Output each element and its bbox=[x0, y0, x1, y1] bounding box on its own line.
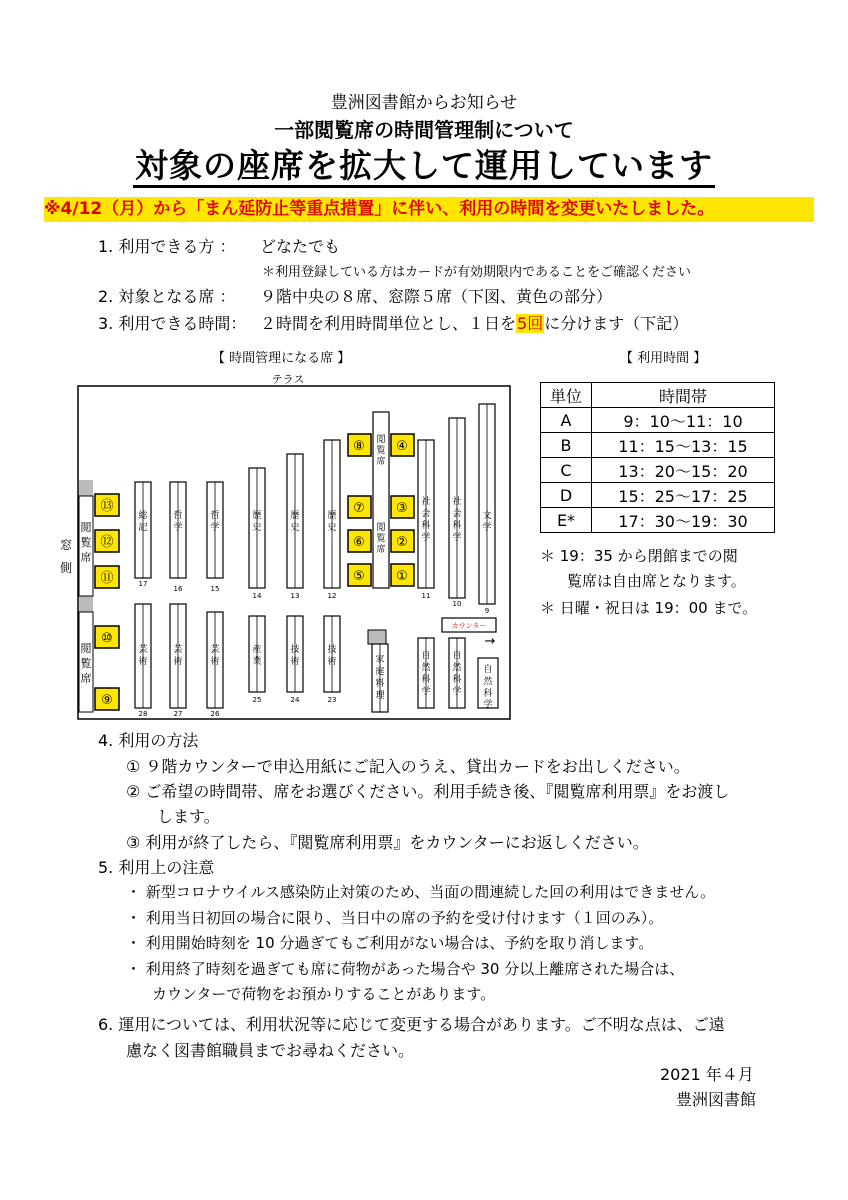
shelf-12-label-2: 史 bbox=[327, 523, 337, 533]
timetable-unit: B bbox=[541, 433, 592, 458]
caution-4b: カウンターで荷物をお預かりすることがあります。 bbox=[152, 985, 496, 1003]
shelf-10-label-1: 社 bbox=[452, 497, 462, 507]
shelf-26-label-1: 芸 bbox=[210, 645, 220, 655]
central-reading-label-4: 閲 bbox=[376, 523, 386, 533]
item-3-label: 3. 利用できる時間： bbox=[98, 314, 247, 333]
shelf-home-label-3: 料 bbox=[375, 679, 385, 689]
title-line-2 bbox=[0, 140, 848, 187]
shelf-home-label-1: 家 bbox=[375, 655, 385, 665]
shelf-26-num: 26 bbox=[210, 710, 220, 718]
timetable-unit: D bbox=[541, 483, 592, 508]
change-banner: ※4/12（月）から「まん延防止等重点措置」に伴い、利用の時間を変更いたしました。 bbox=[44, 197, 814, 222]
item-1-label: 1. 利用できる方 ： bbox=[98, 237, 236, 256]
timetable-header-unit: 単位 bbox=[541, 383, 592, 408]
seat-8-label: ⑧ bbox=[353, 439, 365, 454]
shelf-10-label-3: 科 bbox=[452, 521, 462, 531]
timetable-note-1b: 覧席は自由席となります。 bbox=[567, 572, 746, 590]
shelf-24-label-1: 技 bbox=[290, 645, 300, 655]
timetable-row bbox=[541, 408, 775, 433]
item-3-value bbox=[260, 311, 688, 334]
shelf-23-label-2: 術 bbox=[327, 657, 337, 667]
timetable-time: 9：10〜11：10 bbox=[592, 408, 775, 433]
seat-5-label: ⑤ bbox=[353, 569, 365, 584]
shelf-15-label-1: 哲 bbox=[210, 511, 220, 521]
timetable-time: 13：20〜15：20 bbox=[592, 458, 775, 483]
shelf-ns2-label-4: 学 bbox=[452, 687, 462, 697]
item-3-post: に分けます（下記） bbox=[544, 314, 689, 333]
seat-1-label: ① bbox=[396, 569, 408, 584]
shelf-10-label-4: 学 bbox=[452, 533, 462, 543]
central-reading-label-2: 覧 bbox=[376, 446, 386, 456]
footer-date: 2021 年４月 bbox=[660, 1065, 754, 1084]
shelf-ns2-label-1: 自 bbox=[452, 651, 462, 661]
method-step-2a: ② ご希望の時間帯、席をお選びください。利用手続き後、『閲覧席利用票』をお渡し bbox=[126, 782, 730, 801]
timetable-header-row bbox=[541, 383, 775, 408]
timetable-time: 17：30〜19：30 bbox=[592, 508, 775, 533]
shelf-ns1-label-4: 学 bbox=[421, 687, 431, 697]
window-pillar bbox=[79, 480, 93, 496]
method-step-1: ① ９階カウンターで申込用紙にご記入のうえ、貸出カードをお出しください。 bbox=[126, 757, 690, 776]
caution-3: ・ 利用開始時刻を 10 分過ぎてもご利用がない場合は、予約を取り消します。 bbox=[126, 934, 654, 952]
timetable-header-time: 時間帯 bbox=[592, 383, 775, 408]
item-2-label: 2. 対象となる席 ： bbox=[98, 287, 236, 306]
shelf-ns1-label-1: 自 bbox=[421, 651, 431, 661]
shelf-24-label-2: 術 bbox=[290, 657, 300, 667]
timetable-time: 11：15〜13：15 bbox=[592, 433, 775, 458]
cautions-heading: 5. 利用上の注意 bbox=[98, 858, 215, 877]
seat-7-label: ⑦ bbox=[353, 501, 365, 516]
footer-org: 豊洲図書館 bbox=[676, 1090, 757, 1109]
item-2-value: ９階中央の８席、窓際５席（下図、黄色の部分） bbox=[260, 287, 613, 306]
reading-label-b2: 覧 bbox=[80, 657, 92, 670]
seat-6-label: ⑥ bbox=[353, 535, 365, 550]
shelf-27-label-2: 術 bbox=[173, 657, 183, 667]
shelf-9-num: 9 bbox=[484, 607, 490, 615]
timetable-note-1a: ＊ 19：35 から閉館までの閲 bbox=[540, 547, 738, 565]
shelf-16-num: 16 bbox=[173, 585, 183, 593]
floor-map bbox=[50, 368, 520, 724]
item-3-pre: ２時間を利用時間単位とし、１日を bbox=[260, 314, 517, 333]
shelf-ns3-label-2: 然 bbox=[483, 677, 493, 687]
shelf-12-label-1: 歴 bbox=[327, 511, 337, 521]
central-reading-label-5: 覧 bbox=[376, 534, 386, 544]
shelf-16-label-1: 哲 bbox=[173, 511, 183, 521]
shelf-24-num: 24 bbox=[290, 696, 300, 704]
shelf-27-num: 27 bbox=[173, 710, 183, 718]
reading-label-a2: 覧 bbox=[80, 536, 92, 549]
timetable-unit: E* bbox=[541, 508, 592, 533]
item-3-highlight: 5回 bbox=[517, 314, 544, 333]
seat-2-label: ② bbox=[396, 535, 408, 550]
timetable-unit: C bbox=[541, 458, 592, 483]
shelf-14-label-1: 歴 bbox=[252, 511, 262, 521]
shelf-10-num: 10 bbox=[452, 600, 462, 608]
pillar bbox=[368, 630, 386, 644]
shelf-17-label-2: 記 bbox=[138, 523, 148, 533]
shelf-16-label-2: 学 bbox=[173, 523, 183, 533]
shelf-9-label-2: 学 bbox=[482, 523, 492, 533]
shelf-10-label-2: 会 bbox=[452, 509, 462, 519]
shelf-ns2-label-3: 科 bbox=[452, 675, 462, 685]
window-side-label-1: 窓 bbox=[59, 538, 73, 552]
shelf-27-label-1: 芸 bbox=[173, 645, 183, 655]
caution-2: ・ 利用当日初回の場合に限り、当日中の席の予約を受け付けます（１回のみ）。 bbox=[126, 909, 664, 927]
shelf-23-label-1: 技 bbox=[327, 645, 337, 655]
shelf-26-label-2: 術 bbox=[210, 657, 220, 667]
shelf-28-label-1: 芸 bbox=[138, 645, 148, 655]
caution-4a: ・ 利用終了時刻を過ぎても席に荷物があった場合や 30 分以上離席された場合は、 bbox=[126, 960, 685, 978]
shelf-28-label-2: 術 bbox=[138, 657, 148, 667]
shelf-15-label-2: 学 bbox=[210, 523, 220, 533]
caution-1: ・ 新型コロナウイルス感染防止対策のため、当面の間連続した回の利用はできません。 bbox=[126, 883, 716, 901]
shelf-9-label-1: 文 bbox=[482, 511, 492, 521]
central-reading-label-6: 席 bbox=[376, 545, 386, 555]
shelf-13-label-1: 歴 bbox=[290, 511, 300, 521]
timetable-row bbox=[541, 483, 775, 508]
shelf-14-num: 14 bbox=[252, 592, 262, 600]
central-reading-label-1: 閲 bbox=[376, 435, 386, 445]
arrow-icon: → bbox=[484, 634, 496, 649]
shelf-28-num: 28 bbox=[138, 710, 148, 718]
shelf-14-label-2: 史 bbox=[252, 523, 262, 533]
shelf-ns3-label-4: 学 bbox=[483, 700, 493, 710]
shelf-17-num: 17 bbox=[138, 580, 148, 588]
reading-label-b3: 席 bbox=[80, 672, 92, 685]
timetable-row bbox=[541, 458, 775, 483]
method-step-2b: します。 bbox=[157, 807, 220, 826]
shelf-13-num: 13 bbox=[290, 592, 300, 600]
seat-4-label: ④ bbox=[396, 439, 408, 454]
shelf-12-num: 12 bbox=[327, 592, 337, 600]
item-1-note: ＊利用登録している方はカードが有効期限内であることをご確認ください bbox=[262, 265, 692, 280]
timetable-note-2: ＊ 日曜・祝日は 19：00 まで。 bbox=[540, 599, 758, 617]
timetable-caption: 【 利用時間 】 bbox=[620, 351, 707, 366]
timetable-row bbox=[541, 508, 775, 533]
shelf-home-label-2: 庭 bbox=[375, 667, 385, 677]
shelf-ns3-label-3: 科 bbox=[483, 689, 493, 699]
title-line-1: 一部閲覧席の時間管理制について bbox=[274, 118, 574, 142]
title-main-text: 対象の座席を拡大して運用しています bbox=[133, 146, 715, 188]
method-step-3: ③ 利用が終了したら、『閲覧席利用票』をカウンターにお返しください。 bbox=[126, 833, 649, 852]
shelf-home-label-4: 理 bbox=[375, 691, 385, 701]
seat-10-label: ⑩ bbox=[101, 631, 113, 646]
shelf-ns1-label-2: 然 bbox=[421, 663, 431, 673]
terrace-label: テラス bbox=[271, 373, 305, 386]
reading-label-a3: 席 bbox=[80, 551, 92, 564]
seat-11-label: ⑪ bbox=[100, 571, 114, 586]
operation-line-2: 慮なく図書館職員までお尋ねください。 bbox=[126, 1041, 415, 1060]
shelf-ns2-label-2: 然 bbox=[452, 663, 462, 673]
timetable-unit: A bbox=[541, 408, 592, 433]
timetable bbox=[540, 382, 775, 533]
central-reading-label-3: 席 bbox=[376, 457, 386, 467]
shelf-11-label-1: 社 bbox=[421, 497, 431, 507]
reading-label-b1: 閲 bbox=[80, 642, 92, 655]
window-pillar bbox=[79, 596, 93, 612]
shelf-13-label-2: 史 bbox=[290, 523, 300, 533]
shelf-15-num: 15 bbox=[210, 585, 220, 593]
seat-3-label: ③ bbox=[396, 501, 408, 516]
reading-label-a1: 閲 bbox=[80, 521, 92, 534]
shelf-17-label-1: 総 bbox=[138, 511, 148, 521]
shelf-11-label-4: 学 bbox=[421, 533, 431, 543]
item-1-value: どなたでも bbox=[260, 237, 341, 256]
notice-subtitle: 豊洲図書館からお知らせ bbox=[330, 93, 518, 113]
shelf-25-num: 25 bbox=[252, 696, 262, 704]
shelf-25-label-2: 業 bbox=[252, 657, 262, 667]
shelf-ns3-label-1: 自 bbox=[483, 665, 493, 675]
timetable-row bbox=[541, 433, 775, 458]
timetable-time: 15：25〜17：25 bbox=[592, 483, 775, 508]
seat-9-label: ⑨ bbox=[101, 693, 113, 708]
shelf-23-num: 23 bbox=[327, 696, 337, 704]
seat-13-label: ⑬ bbox=[100, 499, 114, 514]
seat-12-label: ⑫ bbox=[100, 535, 114, 550]
shelf-25-label-1: 産 bbox=[252, 645, 262, 655]
map-caption: 【 時間管理になる席 】 bbox=[212, 351, 351, 366]
method-heading: 4. 利用の方法 bbox=[98, 731, 199, 750]
shelf-11-label-2: 会 bbox=[421, 509, 431, 519]
counter-label: カウンター bbox=[451, 622, 487, 630]
shelf-11-num: 11 bbox=[421, 592, 431, 600]
shelf-11-label-3: 科 bbox=[421, 521, 431, 531]
window-side-label-2: 側 bbox=[59, 561, 73, 575]
operation-line-1: 6. 運用については、利用状況等に応じて変更する場合があります。ご不明な点は、ご遠 bbox=[98, 1015, 725, 1034]
shelf-ns1-label-3: 科 bbox=[421, 675, 431, 685]
